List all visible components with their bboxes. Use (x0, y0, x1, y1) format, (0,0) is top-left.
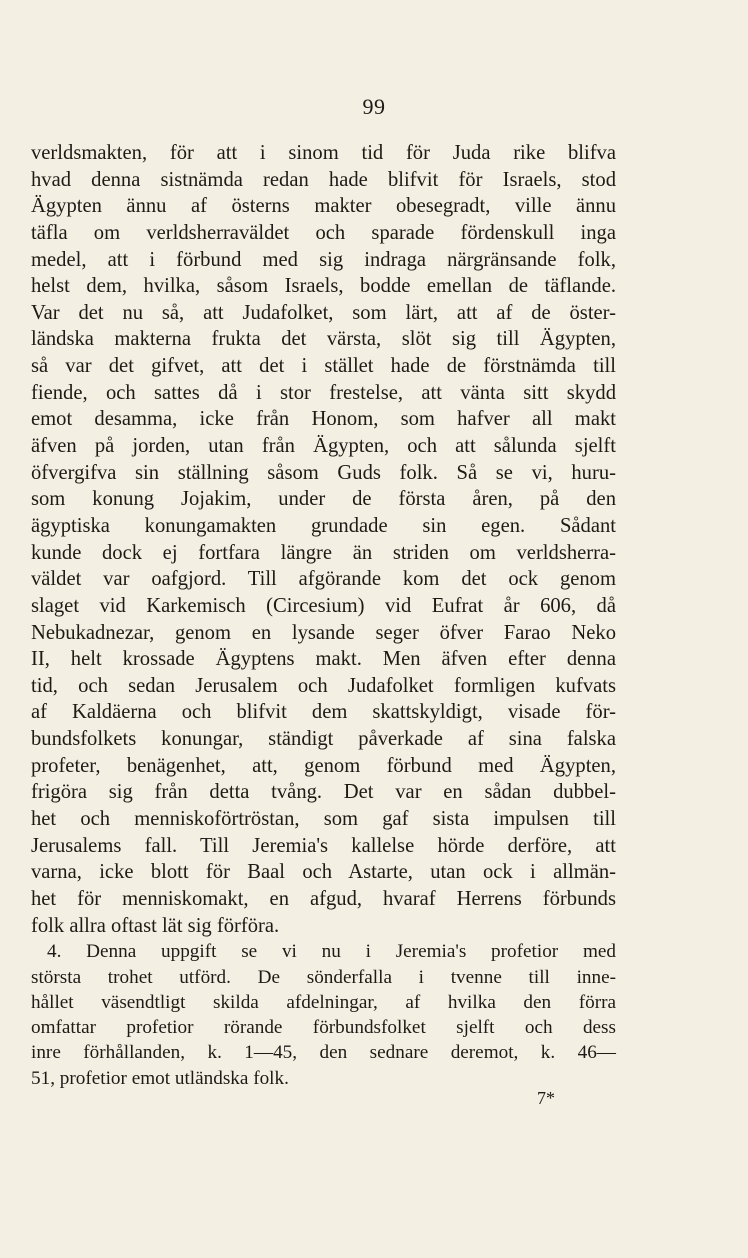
text-line: äfven på jorden, utan från Ägypten, och att sålunda sjelft (31, 435, 616, 458)
section-line: 4. Denna uppgift se vi nu i Jeremia's profetior med (47, 941, 616, 963)
text-line: hvad denna sistnämda redan hade blifvit för Israels, stod (31, 168, 616, 191)
section-line: omfattar profetior rörande förbundsfolket sjelft och dess (31, 1017, 616, 1039)
text-line: frigöra sig från detta tvång. Det var en sådan dubbel- (31, 781, 616, 804)
text-line: folk allra oftast lät sig förföra. (31, 914, 280, 937)
section-line: hållet väsendtligt skilda afdelningar, af hvilka den förra (31, 991, 616, 1013)
text-line: Nebukadnezar, genom en lysande seger öfver Farao Neko (31, 621, 616, 644)
text-line: helst dem, hvilka, såsom Israels, bodde emellan de täflande. (31, 275, 616, 298)
text-line: varna, icke blott för Baal och Astarte, utan ock i allmän- (31, 861, 616, 884)
text-line: profeter, benägenhet, att, genom förbund med Ägypten, (31, 754, 616, 777)
text-line: öfvergifva sin ställning såsom Guds folk. Så se vi, huru- (31, 461, 616, 484)
text-line: bundsfolkets konungar, ständigt påverkade af sina falska (31, 728, 616, 751)
text-line: tid, och sedan Jerusalem och Judafolket formligen kufvats (31, 674, 616, 697)
text-line: täfla om verldsherraväldet och sparade fördenskull inga (31, 221, 616, 244)
text-line: så var det gifvet, att det i stället hade de förstnämda till (31, 355, 616, 378)
text-line: som konung Jojakim, under de första åren, på den (31, 488, 616, 511)
text-line: emot desamma, icke från Honom, som hafver all makt (31, 408, 616, 431)
text-line: ägyptiska konungamakten grundade sin egen. Sådant (31, 514, 616, 537)
text-line: väldet var oafgjord. Till afgörande kom det ock genom (31, 568, 616, 591)
text-line: kunde dock ej fortfara längre än striden om verldsherra- (31, 541, 616, 564)
section-line: 51, profetior emot utländska folk. (31, 1067, 289, 1089)
text-line: ländska makterna frukta det värsta, slöt sig till Ägypten, (31, 328, 616, 351)
text-line: slaget vid Karkemisch (Circesium) vid Eufrat år 606, då (31, 594, 616, 617)
text-line: het och menniskoförtröstan, som gaf sista impulsen till (31, 808, 616, 831)
text-line: af Kaldäerna och blifvit dem skattskyldigt, visade för- (31, 701, 616, 724)
section-line: största trohet utförd. De sönderfalla i tvenne till inne- (31, 966, 616, 988)
text-line: fiende, och sattes då i stor frestelse, att vänta sitt skydd (31, 381, 616, 404)
text-line: II, helt krossade Ägyptens makt. Men äfven efter denna (31, 648, 616, 671)
signature-mark: 7* (537, 1088, 555, 1108)
section-line: inre förhållanden, k. 1—45, den sednare deremot, k. 46— (31, 1042, 616, 1064)
text-line: verldsmakten, för att i sinom tid för Juda rike blifva (31, 142, 616, 164)
text-line: Jerusalems fall. Till Jeremia's kallelse hörde derföre, att (31, 834, 616, 857)
text-line: het för menniskomakt, en afgud, hvaraf Herrens förbunds (31, 887, 616, 910)
page-number: 99 (362, 94, 386, 119)
main-text (31, 140, 616, 1091)
text-line: Var det nu så, att Judafolket, som lärt, att af de öster- (31, 301, 616, 324)
text-line: medel, att i förbund med sig indraga närgränsande folk, (31, 248, 616, 271)
text-line: Ägypten ännu af österns makter obesegradt, ville ännu (31, 195, 616, 218)
